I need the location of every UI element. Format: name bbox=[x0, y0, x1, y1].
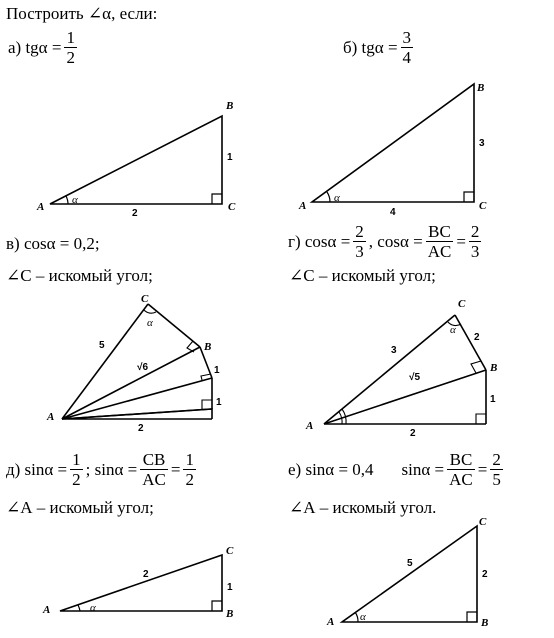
figure-d-triangle bbox=[42, 545, 234, 620]
vertex-a-label: A bbox=[43, 604, 51, 616]
segment-ac bbox=[62, 304, 148, 419]
side-label-leg-1: 1 bbox=[490, 394, 496, 405]
side-label-bc: 2 bbox=[474, 332, 480, 343]
case-e-note: ∠А – искомый угол. bbox=[289, 498, 437, 517]
case-d-mid: ; sinα = bbox=[85, 459, 138, 479]
side-label-ac: 3 bbox=[391, 345, 397, 356]
right-angle-marker-1 bbox=[202, 400, 212, 409]
vertex-a-label: A bbox=[47, 411, 55, 423]
angle-arc bbox=[144, 310, 156, 313]
side-label-base: 4 bbox=[390, 207, 396, 218]
angle-arc bbox=[327, 192, 330, 202]
alpha-label: α bbox=[90, 602, 96, 614]
side-label-ac: 5 bbox=[99, 340, 105, 351]
figure-v-construction bbox=[46, 293, 222, 434]
vertex-c-label: C bbox=[458, 298, 466, 310]
figure-a-triangle bbox=[36, 100, 236, 219]
vertex-c-label: C bbox=[479, 200, 487, 212]
vertex-c-label: C bbox=[228, 201, 236, 213]
fraction-denominator: AC bbox=[449, 470, 473, 489]
angle-arc bbox=[355, 612, 358, 622]
vertex-a-label: A bbox=[299, 200, 307, 212]
vertex-c-label: C bbox=[141, 293, 149, 305]
alpha-label: α bbox=[147, 317, 153, 329]
side-label-base: 2 bbox=[138, 423, 144, 434]
side-label-base: 2 bbox=[132, 208, 138, 219]
fraction-numerator: 2 bbox=[492, 450, 501, 469]
fraction-denominator: 3 bbox=[355, 242, 364, 261]
alpha-label: α bbox=[450, 324, 456, 336]
fraction-denominator: 5 bbox=[492, 470, 501, 489]
figure-e-triangle bbox=[326, 516, 488, 629]
triangle-abc bbox=[50, 116, 222, 204]
segment-ac bbox=[324, 315, 455, 424]
triangle-abc bbox=[60, 555, 222, 611]
hypotenuse-2 bbox=[62, 378, 212, 419]
fraction-denominator: AC bbox=[427, 242, 452, 261]
problem-heading: Построить ∠α, если: bbox=[6, 4, 158, 23]
case-g-mid: , cosα = bbox=[368, 231, 423, 251]
case-a-prefix: а) tgα = bbox=[8, 37, 62, 57]
case-g-prefix: г) cosα = bbox=[288, 231, 351, 251]
vertex-b-label: B bbox=[481, 617, 489, 629]
side-label-bc: 1 bbox=[227, 582, 233, 593]
figure-b-triangle bbox=[298, 82, 487, 218]
hypotenuse-1 bbox=[62, 409, 212, 419]
alpha-label: α bbox=[360, 611, 366, 623]
fraction-numerator: 3 bbox=[402, 28, 412, 47]
fraction-denominator: 2 bbox=[185, 470, 194, 489]
case-g-note: ∠С – искомый угол; bbox=[289, 266, 436, 285]
vertex-a-label: A bbox=[306, 420, 314, 432]
fraction-denominator: 2 bbox=[66, 48, 75, 67]
fraction-numerator: 1 bbox=[72, 450, 81, 469]
fraction-numerator: BC bbox=[428, 222, 451, 241]
vertex-a-label: A bbox=[37, 201, 45, 213]
side-label-base: 2 bbox=[410, 428, 416, 439]
fraction-denominator: 3 bbox=[470, 242, 480, 261]
vertex-a-label: A bbox=[327, 616, 335, 628]
right-angle-marker bbox=[212, 194, 222, 204]
triangle-abc bbox=[342, 526, 477, 622]
angle-arc bbox=[78, 605, 80, 611]
right-angle-marker-1 bbox=[476, 414, 486, 424]
case-g-equals: = bbox=[456, 231, 466, 251]
right-angle-marker bbox=[464, 192, 474, 202]
side-label-bc: 1 bbox=[227, 152, 233, 163]
case-e-equals: = bbox=[477, 459, 488, 479]
case-d-note: ∠А – искомый угол; bbox=[6, 498, 154, 517]
side-label-leg-1: 1 bbox=[214, 365, 220, 376]
alpha-label: α bbox=[334, 192, 340, 204]
case-e-mid: sinα = bbox=[401, 459, 445, 479]
side-label-sqrt6: √6 bbox=[137, 362, 149, 373]
figure-g-construction bbox=[305, 298, 497, 439]
right-angle-marker-2 bbox=[471, 361, 481, 373]
triangle-abc bbox=[312, 84, 474, 202]
side-label-ac: 5 bbox=[407, 558, 413, 569]
vertex-b-label: B bbox=[477, 82, 485, 94]
fraction-denominator: 4 bbox=[402, 48, 412, 67]
right-angle-marker bbox=[212, 601, 222, 611]
case-b-prefix: б) tgα = bbox=[343, 37, 398, 57]
side-label-leg-2: 1 bbox=[216, 397, 222, 408]
segment-bc bbox=[148, 304, 200, 347]
angle-arc bbox=[66, 196, 68, 204]
fraction-numerator: BC bbox=[449, 450, 473, 469]
vertex-b-label: B bbox=[226, 100, 234, 112]
fraction-numerator: 2 bbox=[470, 222, 480, 241]
right-angle-marker bbox=[467, 612, 477, 622]
hypotenuse-sqrt5 bbox=[324, 370, 486, 424]
case-v-note: ∠С – искомый угол; bbox=[6, 266, 153, 285]
segment-bc bbox=[455, 315, 486, 370]
fraction-numerator: 2 bbox=[355, 222, 364, 241]
alpha-label: α bbox=[72, 194, 78, 206]
fraction-numerator: CB bbox=[142, 450, 166, 469]
fraction-denominator: 2 bbox=[72, 470, 81, 489]
vertex-b-label: B bbox=[226, 608, 234, 620]
hypotenuse-sqrt6 bbox=[62, 347, 200, 419]
side-label-sqrt5: √5 bbox=[409, 372, 421, 383]
vertex-c-label: C bbox=[226, 545, 234, 557]
fraction-denominator: AC bbox=[142, 470, 166, 489]
case-v-formula: в) cosα = 0,2; bbox=[6, 234, 100, 253]
vertex-b-label: B bbox=[204, 341, 212, 353]
fraction-numerator: 1 bbox=[185, 450, 194, 469]
fraction-numerator: 1 bbox=[66, 28, 75, 47]
case-d-prefix: д) sinα = bbox=[6, 459, 68, 479]
vertex-b-label: B bbox=[490, 362, 498, 374]
vertex-c-label: C bbox=[479, 516, 487, 528]
case-d-equals: = bbox=[170, 459, 181, 479]
side-label-bc: 2 bbox=[482, 569, 488, 580]
side-label-ac: 2 bbox=[143, 569, 149, 580]
side-label-bc: 3 bbox=[479, 138, 485, 149]
case-e-prefix: е) sinα = 0,4 bbox=[288, 459, 374, 479]
